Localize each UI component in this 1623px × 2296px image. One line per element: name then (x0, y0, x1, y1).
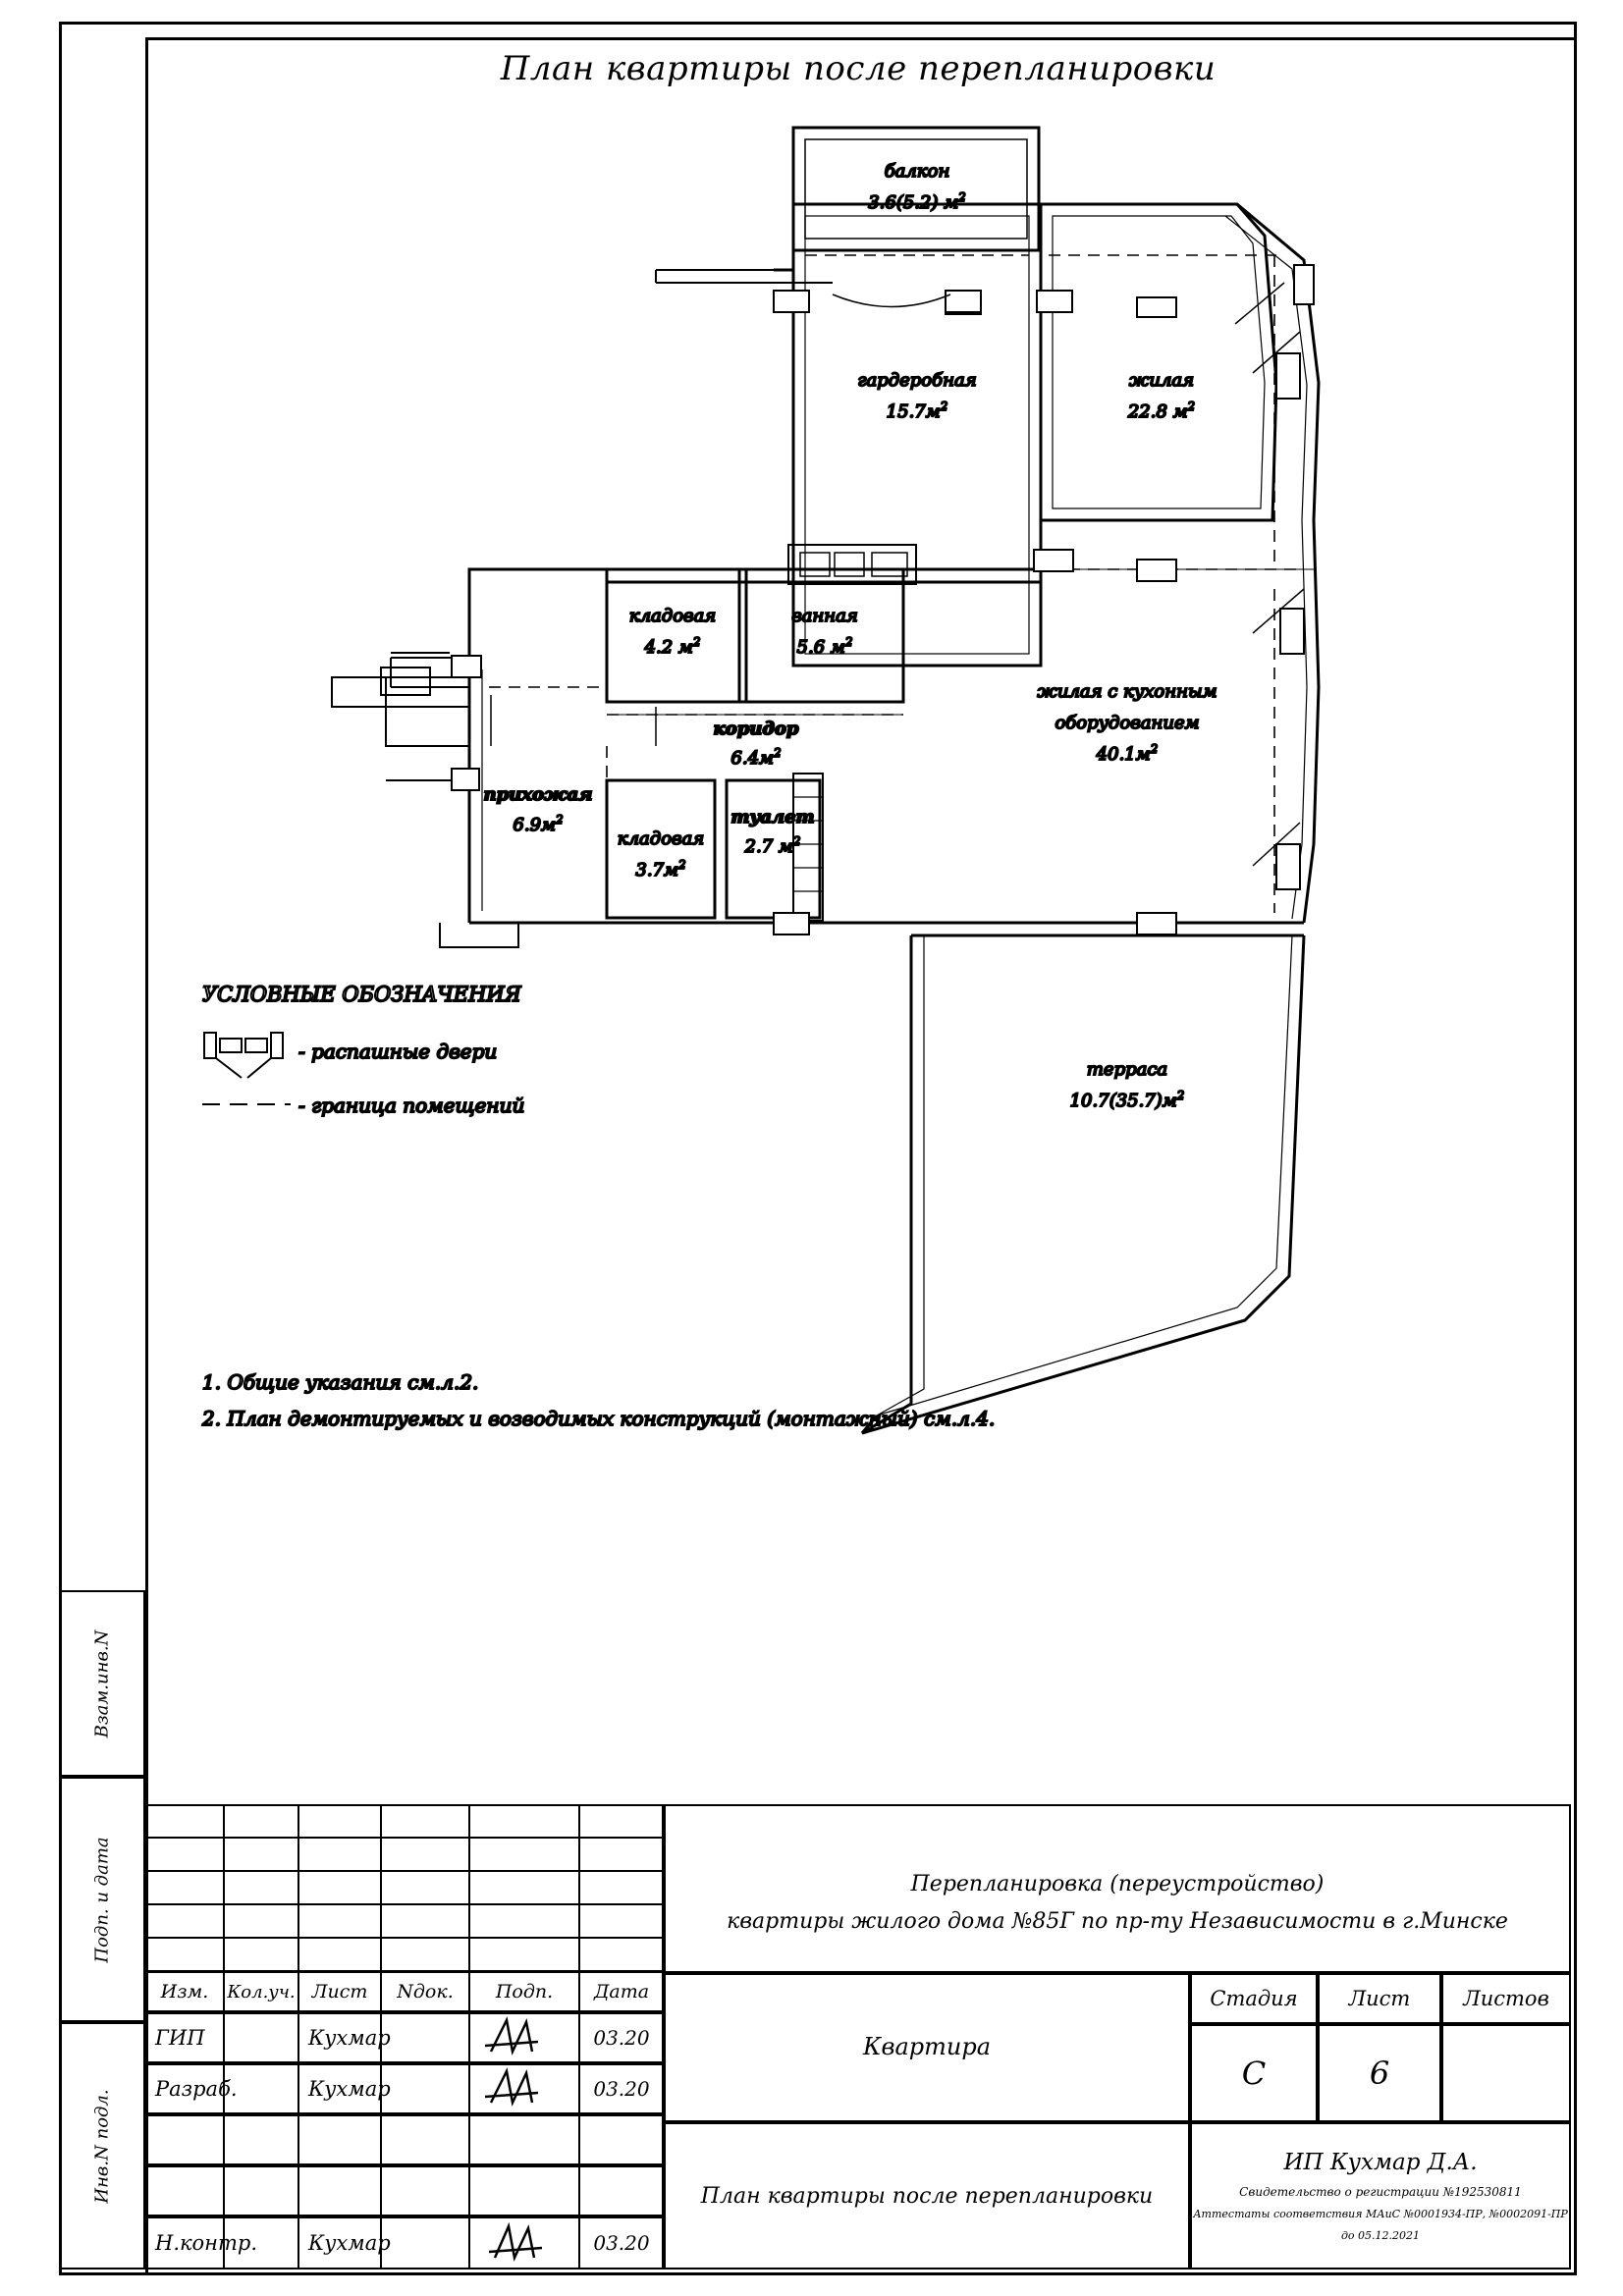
room-label-pantry-1: кладовая (628, 606, 717, 626)
stub-inv-podl (59, 2022, 145, 2269)
room-label-hall: прихожая (483, 784, 593, 805)
title-row-empty-2 (145, 2165, 664, 2216)
room-area-bathroom: 5.6 $м^2$ (796, 635, 853, 658)
room-label-wardrobe: гардеробная (857, 370, 977, 391)
room-area-pantry-2: $3.7м^2$ (635, 858, 686, 881)
sheet-title: План квартиры после перепланировки (700, 2183, 1154, 2209)
room-area-balcony: 3.6(5.2) $м^2$ (868, 190, 966, 213)
room-label-kitchen-living-2: оборудованием (1055, 713, 1200, 733)
room-area-hall: $6.9м^2$ (513, 813, 564, 835)
title-row-empty-1 (145, 2114, 664, 2165)
stub-vzam-inv (59, 1590, 145, 1777)
title-row-gip-role: ГИП (155, 2026, 205, 2050)
room-area-wc: 2.7 $м^2$ (744, 834, 801, 857)
company-name: ИП Кухмар Д.А. (1283, 2150, 1478, 2175)
title-row-nkontr-role: Н.контр. (155, 2231, 258, 2255)
room-label-balcony: балкон (884, 161, 950, 182)
swing-door-icon (204, 1033, 283, 1078)
title-row-nkontr-name: Кухмар (308, 2231, 391, 2255)
stub-label-inv: Инв.N подл. (91, 2088, 113, 2204)
room-area-pantry-1: 4.2 $м^2$ (644, 635, 701, 658)
sheets-header: Листов (1463, 1987, 1549, 2010)
title-row-razrab-date: 03.20 (593, 2077, 650, 2101)
revision-header-data: Дата (593, 1981, 650, 2002)
stub-label-podp: Подп. и дата (91, 1836, 113, 1963)
room-label-terrace: терраса (1086, 1059, 1168, 1080)
room-label-corridor: коридор (713, 719, 799, 739)
signature-marks (469, 2012, 579, 2269)
project-line-2: квартиры жилого дома №85Г по пр-ту Независимости в г.Минске (727, 1908, 1508, 1934)
stage-value: С (1241, 2055, 1267, 2092)
title-row-razrab-role: Разраб. (155, 2077, 238, 2101)
room-area-corridor: $6.4м^2$ (730, 746, 782, 769)
company-cert-1: Свидетельство о регистрации №192530811 (1239, 2185, 1522, 2199)
revision-header-podp: Подп. (495, 1981, 554, 2002)
room-label-pantry-2: кладовая (617, 828, 705, 849)
sheets-value (1441, 2024, 1571, 2122)
title-row-razrab-name: Кухмар (308, 2077, 391, 2101)
room-label-living: жилая (1128, 370, 1195, 391)
revision-header-list: Лист (311, 1981, 368, 2002)
company-cert-3: до 05.12.2021 (1340, 2228, 1421, 2242)
room-label-kitchen-living-1: жилая с кухонным (1037, 681, 1217, 702)
revision-header-izm: Изм. (160, 1981, 209, 2002)
note-line-2: 2. План демонтируемых и возводимых конструкций (монтажный) см.л.4. (202, 1407, 996, 1430)
sheet-header: Лист (1348, 1987, 1411, 2010)
room-area-kitchen-living: $40.1м^2$ (1096, 742, 1159, 765)
title-row-nkontr-date: 03.20 (593, 2231, 650, 2255)
room-area-living: 22.8 $м^2$ (1127, 400, 1196, 422)
floor-plan-drawing (145, 59, 1571, 1728)
room-area-terrace: $10.7(35.7)м^2$ (1069, 1089, 1185, 1111)
project-line-1: Перепланировка (переустройство) (910, 1871, 1325, 1896)
stub-label-vzam: Взам.инв.N (91, 1629, 113, 1737)
object-name: Квартира (862, 2033, 992, 2060)
title-row-gip-date: 03.20 (593, 2026, 650, 2050)
room-label-bathroom: ванная (791, 606, 858, 626)
company-cert-2: Аттестаты соответствия МАиС №0001934-ПР, №0002091-ПР (1193, 2207, 1568, 2220)
legend-item-doors-label: - распашные двери (298, 1040, 498, 1063)
revision-header-koluch: Кол.уч. (227, 1981, 296, 2002)
legend-item-boundary-label: - граница помещений (298, 1094, 525, 1117)
room-area-wardrobe: $15.7м^2$ (886, 400, 948, 422)
revision-header-ndok: Nдок. (397, 1981, 454, 2002)
stub-podp-data (59, 1777, 145, 2022)
note-line-1: 1. Общие указания см.л.2. (202, 1370, 479, 1394)
room-label-wc: туалет (730, 807, 815, 828)
title-row-gip-name: Кухмар (308, 2026, 391, 2050)
legend-title: УСЛОВНЫЕ ОБОЗНАЧЕНИЯ (202, 983, 521, 1006)
sheet-value: 6 (1369, 2055, 1390, 2092)
page-title: План квартиры после перепланировки (500, 49, 1217, 88)
stage-header: Стадия (1210, 1987, 1298, 2010)
